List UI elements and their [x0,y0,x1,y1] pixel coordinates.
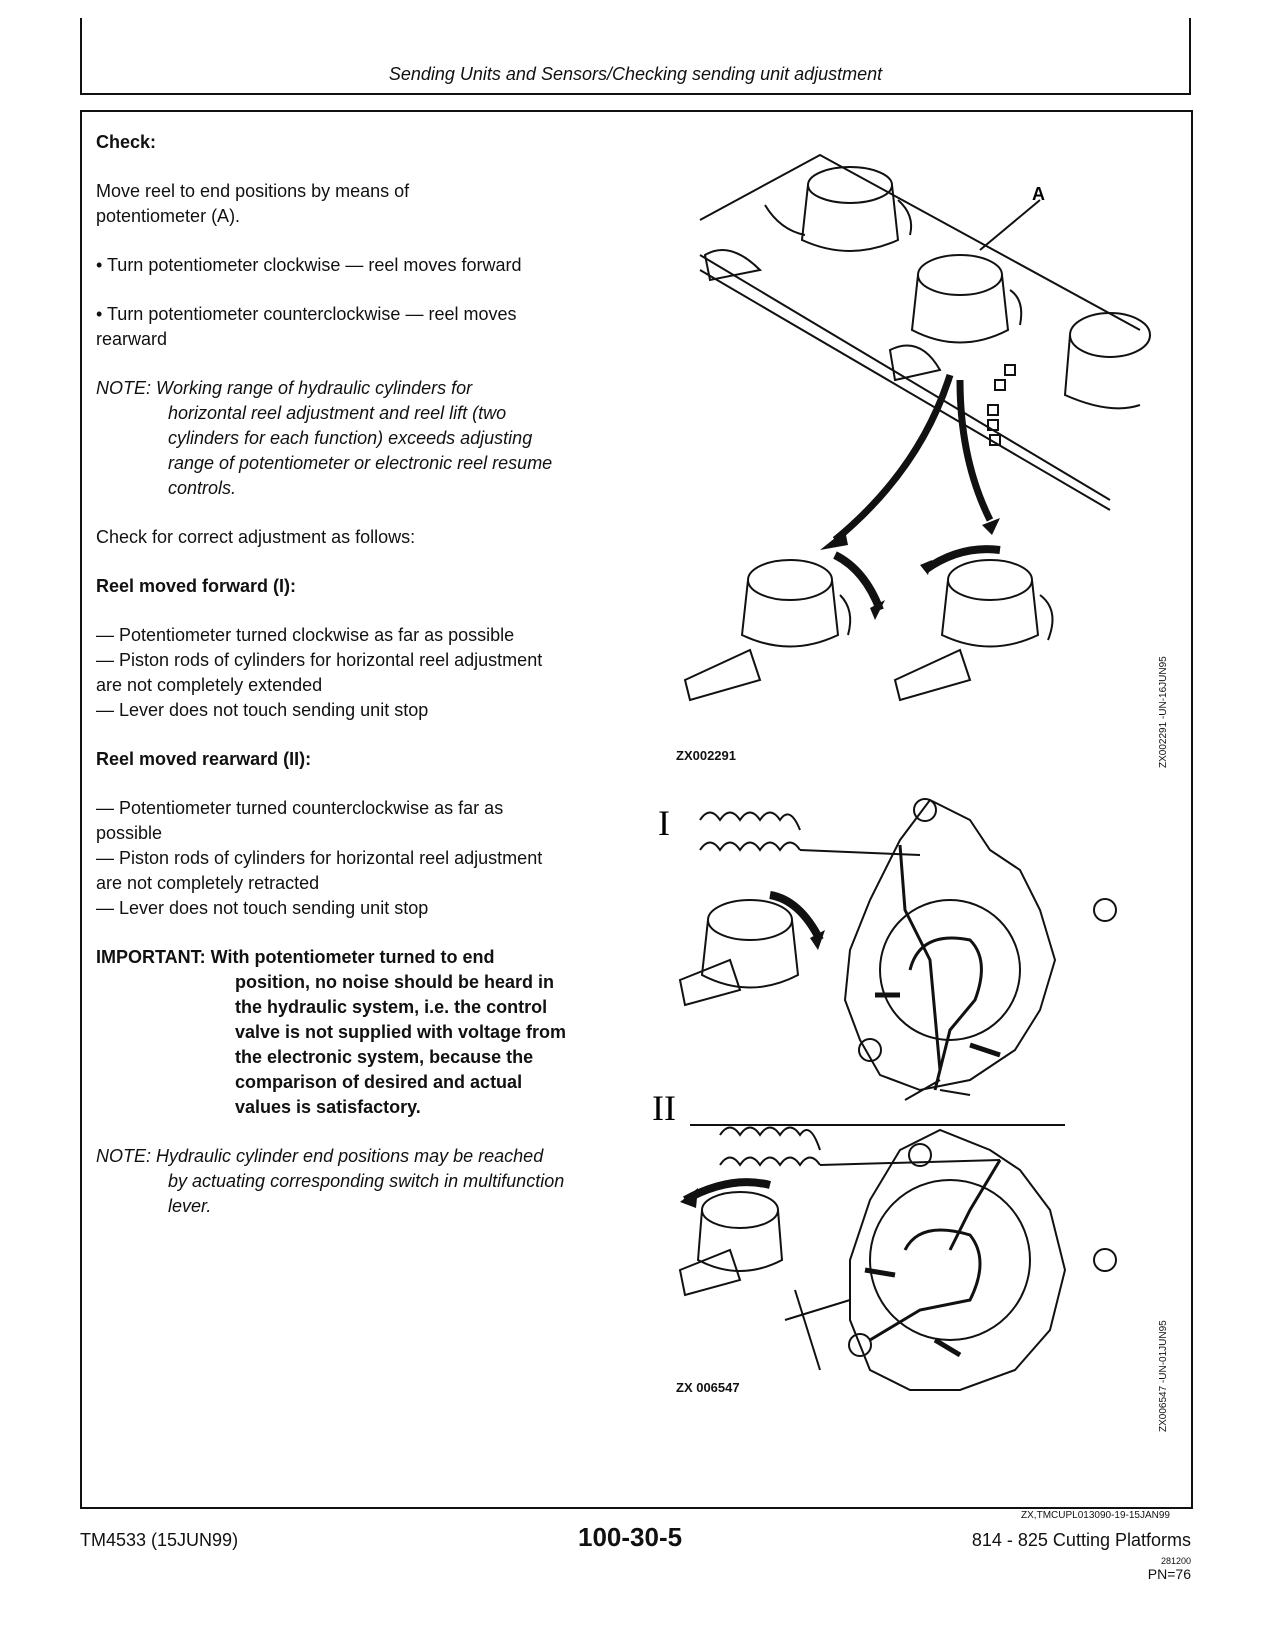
rearward-list [96,796,656,921]
note-line: NOTE: Hydraulic cylinder end positions may be reached [96,1146,544,1166]
bullet-clockwise: • Turn potentiometer clockwise — reel moves forward [96,255,522,275]
forward-heading: Reel moved forward (I): [96,576,297,596]
check-heading: Check: [96,132,157,152]
important-line: the hydraulic system, i.e. the control [235,997,548,1017]
important-line: position, no noise should be heard in [235,972,555,992]
product-title: 814 - 825 Cutting Platforms [971,1530,1191,1550]
intro-line: potentiometer (A). [96,206,241,226]
important-line: valve is not supplied with voltage from [235,1022,567,1042]
intro-paragraph [96,179,656,229]
manual-id: TM4533 (15JUN99) [80,1530,239,1550]
list-item: — Potentiometer turned counterclockwise as far as [96,798,504,818]
note-line: controls. [168,478,237,498]
bullet-line: rearward [96,329,168,349]
page-header-title: Sending Units and Sensors/Checking sending unit adjustment [388,64,883,84]
bullet-line: • Turn potentiometer counterclockwise — reel moves [96,304,517,324]
potentiometer-console-figure [670,140,1150,760]
figure2-label: ZX 006547 [676,1380,740,1395]
note-working-range [96,376,656,501]
figure2-vertical-id: ZX006547 -UN-01JUN95 [1158,1320,1169,1432]
note-line: horizontal reel adjustment and reel lift (two [168,403,507,423]
list-item: — Piston rods of cylinders for horizontal reel adjustment [96,650,543,670]
note-line: NOTE: Working range of hydraulic cylinders for [96,378,473,398]
list-item: are not completely retracted [96,873,320,893]
list-item: — Lever does not touch sending unit stop [96,700,429,720]
note-line: by actuating corresponding switch in multifunction [168,1171,565,1191]
important-line: comparison of desired and actual [235,1072,523,1092]
position-marker-2: II [652,1088,676,1128]
page-number: 100-30-5 [578,1522,683,1552]
list-item: — Lever does not touch sending unit stop [96,898,429,918]
print-code: 281200 [1160,1556,1191,1566]
figure1-vertical-id: ZX002291 -UN-16JUN95 [1158,656,1169,768]
check-adjustment-text: Check for correct adjustment as follows: [96,527,416,547]
important-line: IMPORTANT: With potentiometer turned to end [96,947,495,967]
important-line: the electronic system, because the [235,1047,534,1067]
important-notice [96,945,656,1120]
note-line: lever. [168,1196,212,1216]
bullet-counterclockwise [96,302,656,352]
pn-number: PN=76 [1147,1566,1191,1582]
document-reference: ZX,TMCUPL013090-19-15JAN99 [1021,1510,1170,1521]
list-item: are not completely extended [96,675,323,695]
note-line: range of potentiometer or electronic reel resume [168,453,553,473]
note-line: cylinders for each function) exceeds adjusting [168,428,533,448]
forward-list [96,623,656,723]
list-item: possible [96,823,163,843]
important-line: values is satisfactory. [235,1097,421,1117]
intro-line: Move reel to end positions by means of [96,181,410,201]
list-item: — Piston rods of cylinders for horizontal reel adjustment [96,848,543,868]
position-marker-1: I [658,803,670,843]
sending-unit-figure [652,790,1150,1420]
callout-a: A [1032,184,1045,204]
figure1-label: ZX002291 [676,748,736,763]
list-item: — Potentiometer turned clockwise as far as possible [96,625,515,645]
rearward-heading: Reel moved rearward (II): [96,749,312,769]
text-column [96,130,656,1243]
note-end-positions [96,1144,656,1219]
header-bottom-rule [80,93,1191,95]
